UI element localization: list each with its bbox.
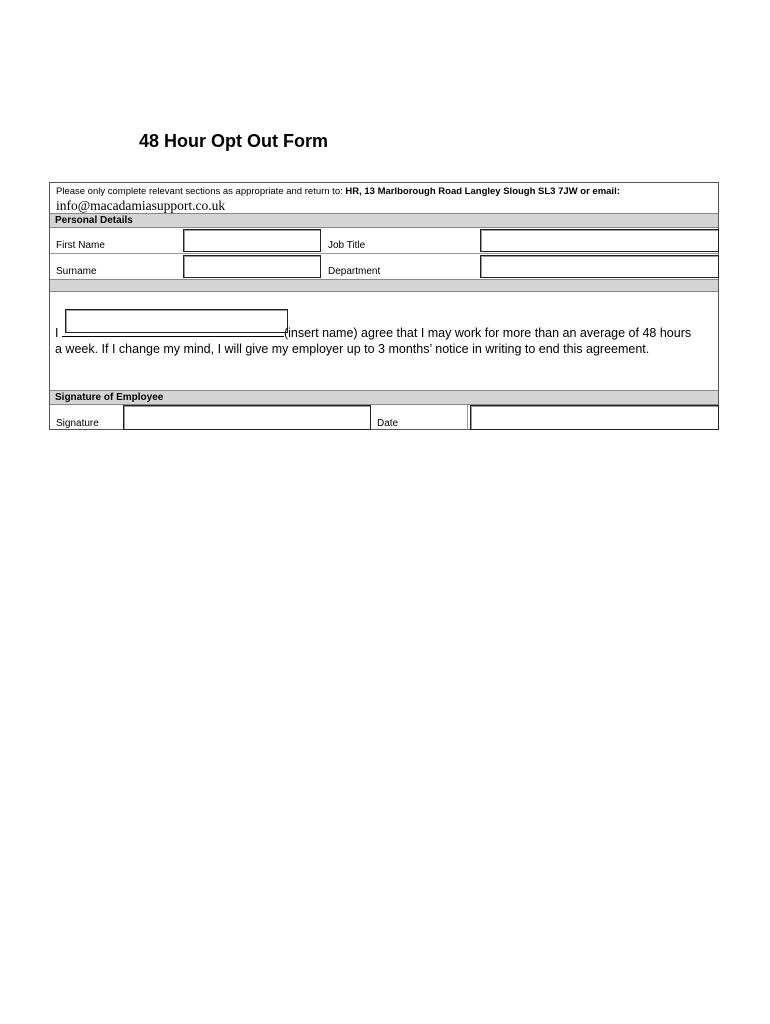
first-name-field[interactable] (183, 229, 321, 252)
signature-header (50, 390, 718, 405)
surname-label: Surname (56, 266, 97, 277)
job-title-field[interactable] (480, 229, 719, 252)
name-underline (62, 326, 284, 337)
instruction-address: HR, 13 Marlborough Road Langley Slough SL3 7JW or email: (345, 186, 620, 197)
agreement-line-1-text: (insert name) agree that I may work for more than an average of 48 hours (283, 326, 692, 340)
section-separator (50, 279, 718, 292)
surname-field[interactable] (183, 255, 321, 278)
form-title: 48 Hour Opt Out Form (139, 131, 328, 151)
instruction-text (56, 186, 620, 197)
date-label: Date (377, 418, 399, 429)
row-divider (50, 253, 718, 254)
agreement-prefix: I (55, 326, 62, 340)
signature-field[interactable] (123, 405, 371, 430)
personal-details-header (50, 213, 718, 228)
department-label: Department (328, 266, 381, 277)
job-title-label: Job Title (328, 240, 366, 251)
signature-label: Signature (56, 418, 99, 429)
date-field[interactable] (470, 405, 719, 430)
date-divider (467, 405, 468, 430)
department-field[interactable] (480, 255, 719, 278)
agreement-line-2: a week. If I change my mind, I will give my employer up to 3 months’ notice in writing to end this agreement. (55, 342, 650, 356)
opt-out-form (49, 182, 719, 430)
contact-email: info@macadamiasupport.co.uk (56, 198, 226, 213)
signature-heading: Signature of Employee (55, 392, 164, 403)
agreement-line-1 (55, 325, 691, 342)
personal-details-heading: Personal Details (55, 215, 133, 226)
instruction-prefix: Please only complete relevant sections as appropriate and return to: (56, 186, 346, 197)
first-name-label: First Name (56, 240, 105, 251)
